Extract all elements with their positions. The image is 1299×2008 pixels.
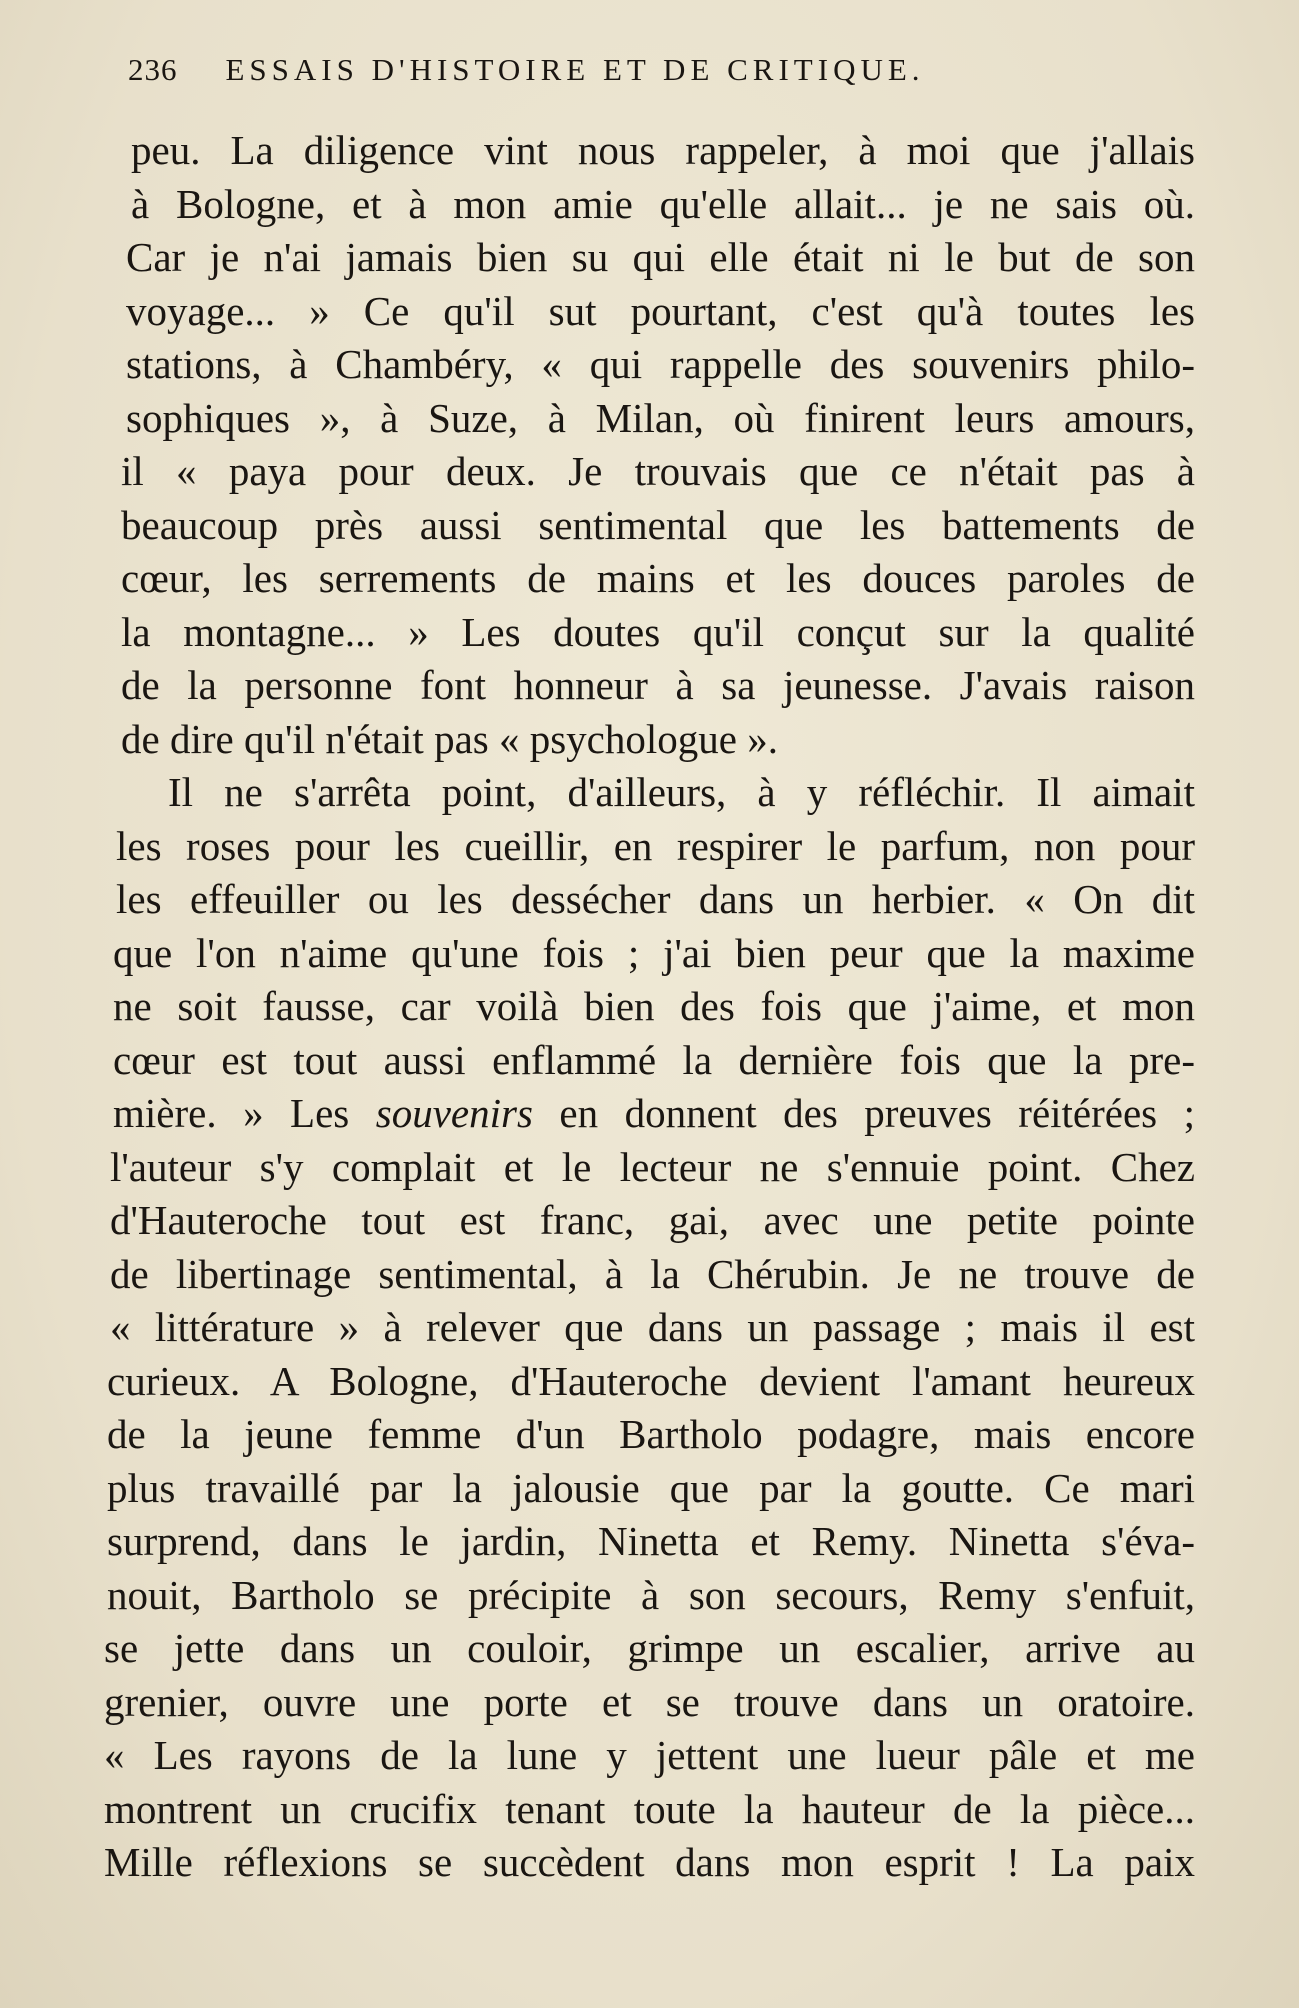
text-line: de libertinage sentimental, à la Chérubin. Je ne trouve de (110, 1250, 1195, 1297)
text-line: nouit, Bartholo se précipite à son secours, Remy s'enfuit, (107, 1571, 1195, 1618)
text-line: sophiques », à Suze, à Milan, où finirent leurs amours, (126, 394, 1195, 441)
text-line: d'Hauteroche tout est franc, gai, avec une petite pointe (110, 1197, 1195, 1243)
text-line: ne soit fausse, car voilà bien des fois que j'aime, et mon (113, 983, 1195, 1029)
text-line: montrent un crucifix tenant toute la hauteur de la pièce... (104, 1785, 1195, 1832)
text-line: cœur, les serrements de mains et les douces paroles de (121, 555, 1195, 601)
text-line: « Les rayons de la lune y jettent une lueur pâle et me (104, 1732, 1195, 1778)
text-line: peu. La diligence vint nous rappeler, à moi que j'allais (131, 127, 1195, 173)
text-line: curieux. A Bologne, d'Hauteroche devient l'amant heureux (107, 1357, 1195, 1404)
text-line: voyage... » Ce qu'il sut pourtant, c'est qu'à toutes les (126, 287, 1195, 334)
text-line: beaucoup près aussi sentimental que les battements de (121, 501, 1195, 548)
italic-title-souvenirs: souvenirs (375, 1090, 533, 1136)
text-line: il « paya pour deux. Je trouvais que ce n'était pas à (121, 448, 1195, 494)
text-line: de la jeune femme d'un Bartholo podagre, mais encore (107, 1411, 1195, 1457)
text-line: Car je n'ai jamais bien su qui elle était ni le but de son (126, 234, 1195, 280)
text-line: grenier, ouvre une porte et se trouve dans un oratoire. (104, 1678, 1195, 1725)
text-line: stations, à Chambéry, « qui rappelle des souvenirs philo- (126, 341, 1195, 387)
text-line: se jette dans un couloir, grimpe un escalier, arrive au (104, 1625, 1195, 1671)
text-line: à Bologne, et à mon amie qu'elle allait... je ne sais où. (131, 180, 1195, 227)
running-head (128, 52, 1195, 112)
text-line-with-italic (113, 1087, 1195, 1141)
paragraph-end-line: de dire qu'il n'était pas « psychologue ». (121, 715, 778, 762)
text-line: cœur est tout aussi enflammé la dernière fois que la pre- (113, 1036, 1195, 1083)
text-line: l'auteur s'y complait et le lecteur ne s'ennuie point. Chez (110, 1143, 1195, 1190)
text-segment: mière. » Les (113, 1090, 376, 1136)
text-segment: en donnent des preuves réitérées ; (532, 1090, 1195, 1136)
text-line: surprend, dans le jardin, Ninetta et Remy. Ninetta s'éva- (107, 1518, 1195, 1564)
text-line: la montagne... » Les doutes qu'il conçut sur la qualité (121, 608, 1195, 655)
text-line: « littérature » à relever que dans un passage ; mais il est (110, 1304, 1195, 1350)
page-number: 236 (128, 52, 178, 87)
body-text (104, 124, 1195, 1890)
text-line: Mille réflexions se succèdent dans mon esprit ! La paix (104, 1839, 1195, 1885)
text-line: plus travaillé par la jalousie que par la goutte. Ce mari (107, 1464, 1195, 1511)
text-line: que l'on n'aime qu'une fois ; j'ai bien peur que la maxime (113, 929, 1195, 976)
running-title: ESSAIS D'HISTOIRE ET DE CRITIQUE. (225, 52, 925, 87)
book-page (104, 52, 1195, 1890)
text-line: de la personne font honneur à sa jeunesse. J'avais raison (121, 662, 1195, 708)
text-line: les roses pour les cueillir, en respirer le parfum, non pour (116, 822, 1195, 869)
text-line: les effeuiller ou les dessécher dans un herbier. « On dit (116, 876, 1195, 922)
paragraph-start-line: Il ne s'arrêta point, d'ailleurs, à y réfléchir. Il aimait (168, 769, 1195, 815)
